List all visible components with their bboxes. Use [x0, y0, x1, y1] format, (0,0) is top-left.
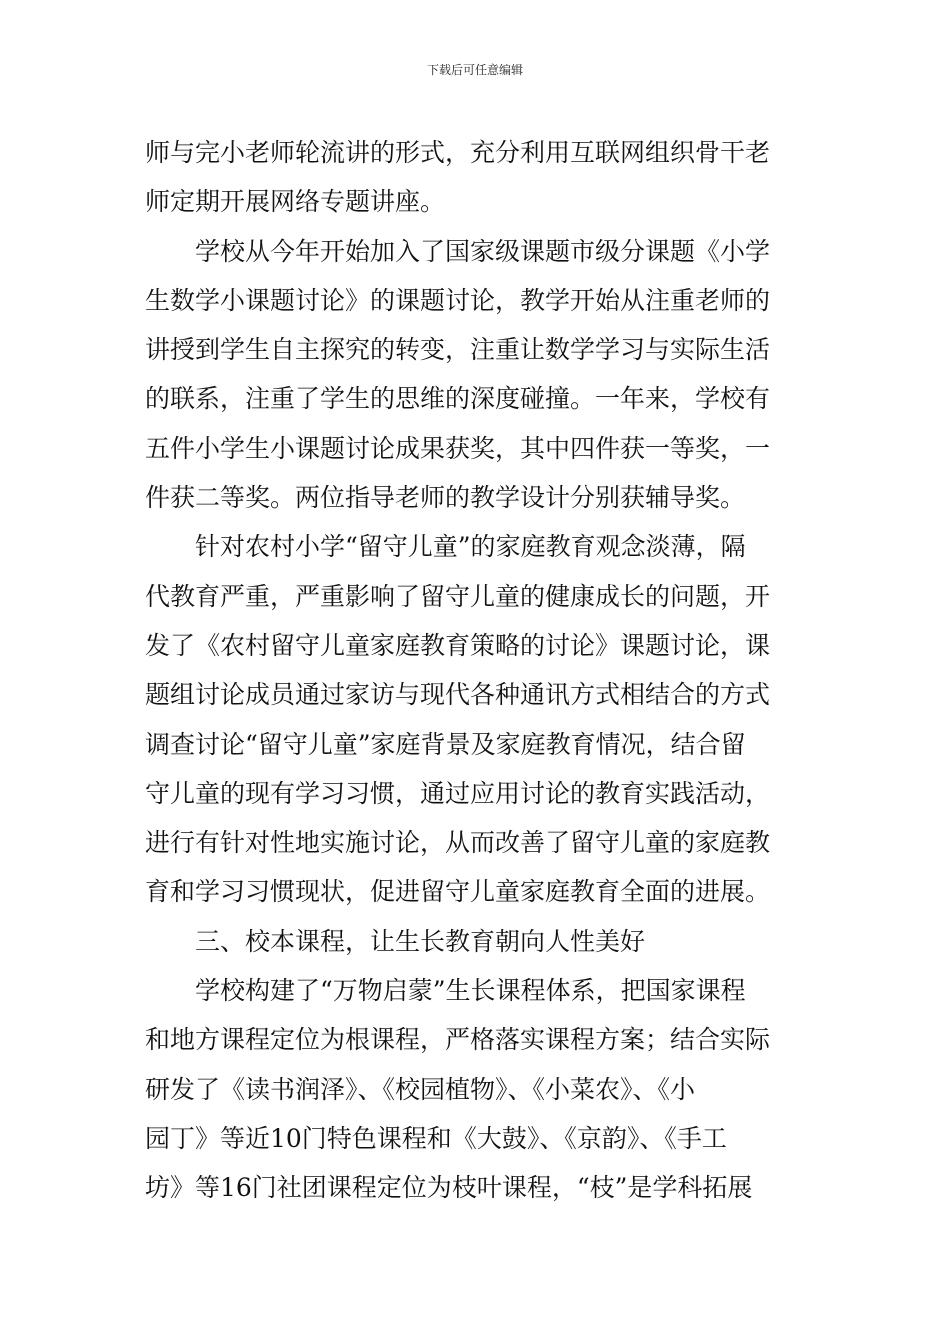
page-header-note: 下载后可任意编辑 — [426, 63, 523, 77]
paragraph-left-behind-children — [145, 522, 807, 916]
paragraph-curriculum-system — [145, 966, 807, 1212]
text-line: 发了《农村留守儿童家庭教育策略的讨论》课题讨论，课 — [145, 630, 771, 660]
heading-text: 三、校本课程，让生长教育朝向人性美好 — [195, 926, 646, 956]
text-line: 生数学小课题讨论》的课题讨论，教学开始从注重老师的 — [145, 285, 771, 315]
text-line: 坊》等16门社团课程定位为枝叶课程，“枝”是学科拓展 — [145, 1173, 753, 1203]
text-line: 讲授到学生自主探究的转变，注重让数学学习与实际生活 — [145, 335, 771, 365]
text-line: 学校从今年开始加入了国家级课题市级分课题《小学 — [195, 236, 771, 266]
text-line: 师与完小老师轮流讲的形式，充分利用互联网组织骨干老 — [145, 138, 771, 167]
text-line: 代教育严重，严重影响了留守儿童的健康成长的问题，开 — [145, 581, 771, 611]
text-line: 守儿童的现有学习习惯，通过应用讨论的教育实践活动， — [145, 778, 771, 808]
text-line: 研发了《读书润泽》、《校园植物》、《小菜农》、《小 — [145, 1074, 696, 1104]
text-line: 件获二等奖。两位指导老师的教学设计分别获辅导奖。 — [145, 483, 746, 513]
paragraph-math-research — [145, 227, 807, 523]
text-line: 育和学习习惯现状，促进留守儿童家庭教育全面的进展。 — [145, 877, 771, 907]
text-line: 针对农村小学“留守儿童”的家庭教育观念淡薄，隔 — [195, 532, 746, 562]
document-body — [145, 128, 807, 1213]
text-line: 题组讨论成员通过家访与现代各种通讯方式相结合的方式 — [145, 680, 771, 710]
text-line: 的联系，注重了学生的思维的深度碰撞。一年来，学校有 — [145, 384, 771, 414]
text-line: 师定期开展网络专题讲座。 — [145, 187, 446, 217]
text-line: 五件小学生小课题讨论成果获奖，其中四件获一等奖，一 — [145, 433, 771, 463]
section-heading — [145, 917, 807, 966]
paragraph-lecture-continuation — [145, 128, 807, 227]
text-line: 调查讨论“留守儿童”家庭背景及家庭教育情况，结合留 — [145, 729, 746, 759]
text-line: 学校构建了“万物启蒙”生长课程体系，把国家课程 — [195, 976, 746, 1006]
text-line: 园丁》等近10门特色课程和《大鼓》、《京韵》、《手工 — [145, 1123, 727, 1153]
text-line: 进行有针对性地实施讨论，从而改善了留守儿童的家庭教 — [145, 828, 771, 858]
text-line: 和地方课程定位为根课程，严格落实课程方案；结合实际 — [145, 1025, 771, 1055]
